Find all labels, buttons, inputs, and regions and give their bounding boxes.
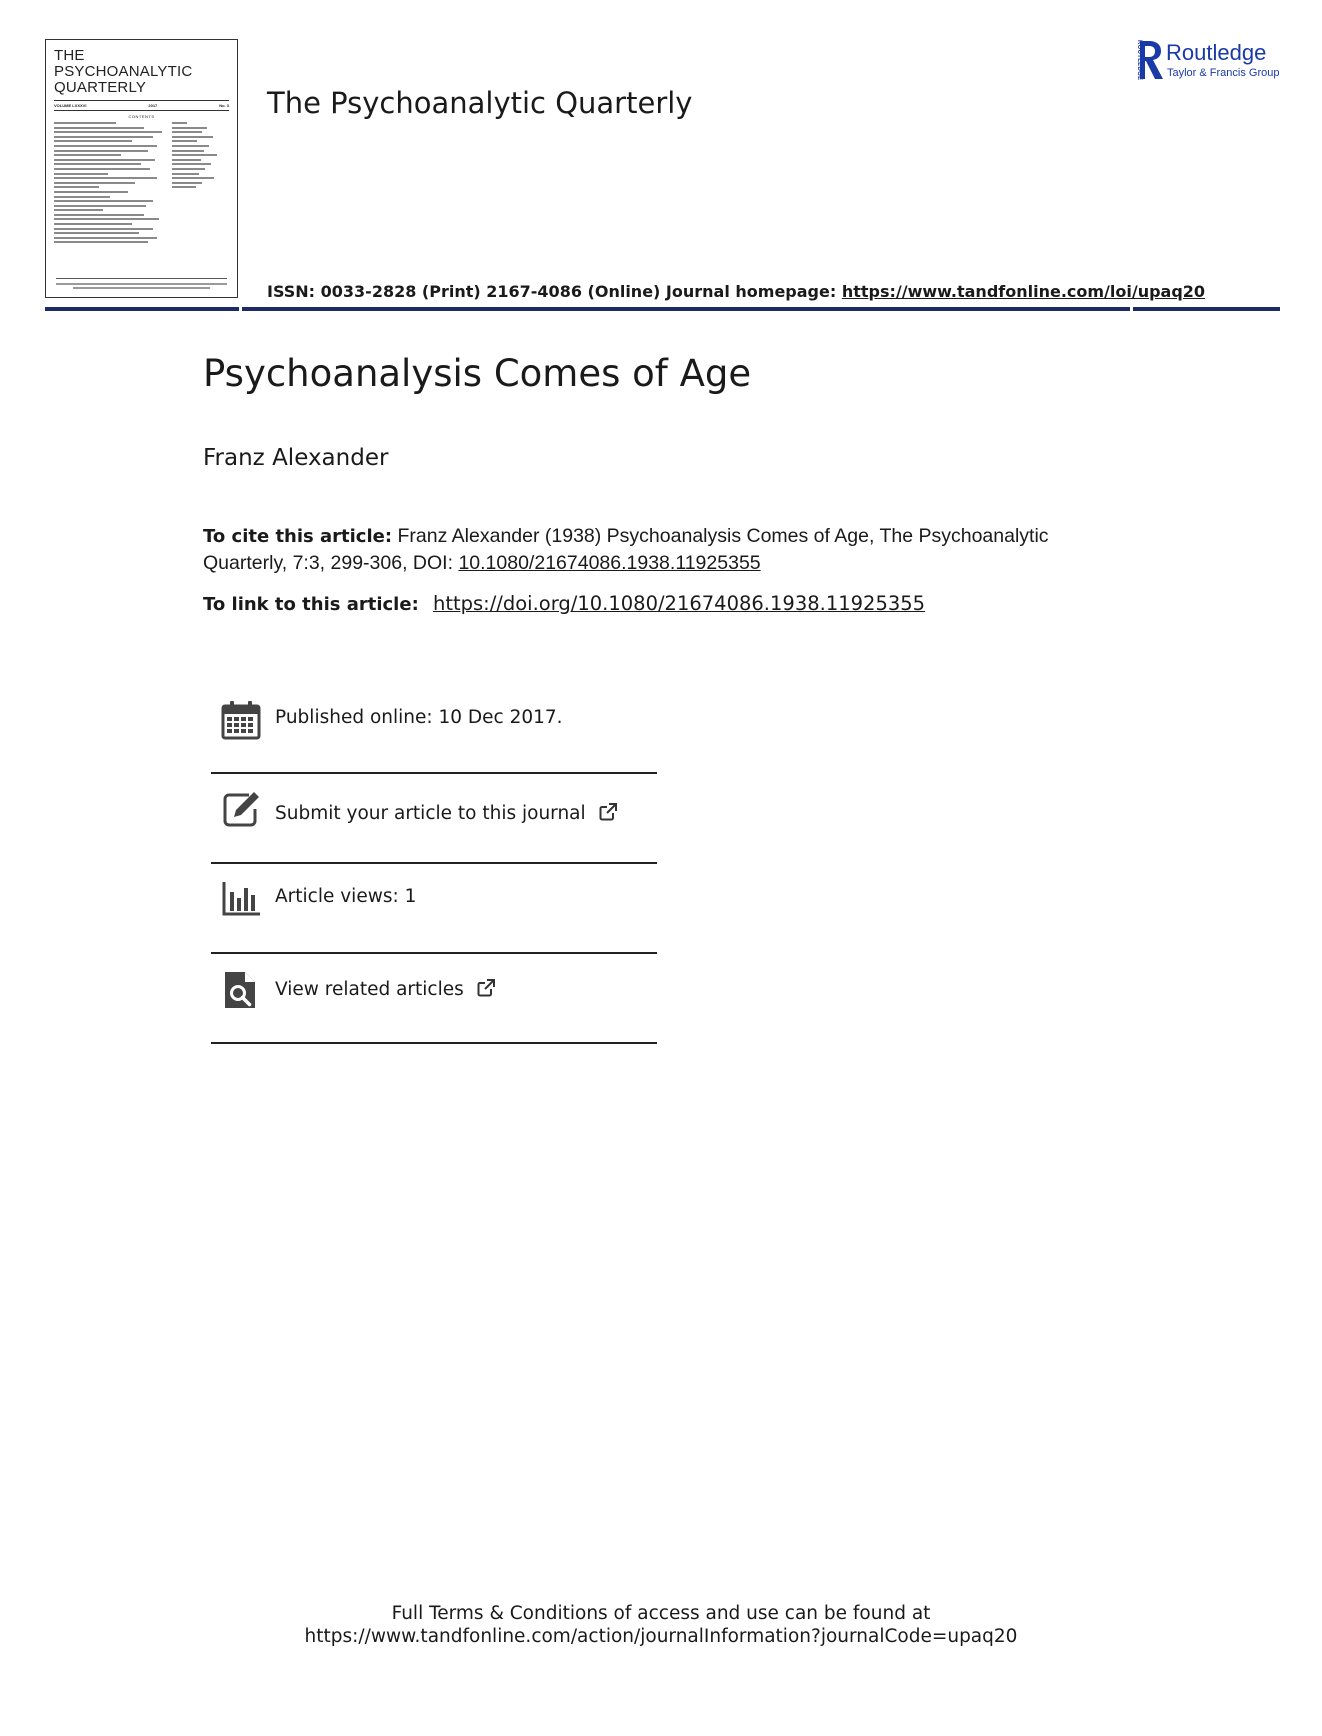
article-author: Franz Alexander [203, 445, 389, 471]
cover-contents-line [172, 173, 199, 175]
cover-contents-line [54, 163, 141, 165]
cover-year: 2017 [148, 103, 158, 108]
cite-label: To cite this article: [203, 526, 393, 547]
issn-line [267, 282, 1205, 301]
cover-contents-line [54, 136, 153, 138]
cover-contents-line [54, 223, 132, 225]
submit-label: Submit your article to this journal [275, 803, 586, 824]
published-row [211, 690, 657, 774]
journal-cover-thumbnail [45, 39, 238, 298]
cover-contents-line [172, 122, 187, 124]
cover-title: THE PSYCHOANALYTIC QUARTERLY [54, 47, 193, 96]
link-label: To link to this article: [203, 594, 419, 615]
article-link-line [203, 592, 925, 615]
cover-contents-line [54, 131, 162, 133]
header-rule-left [45, 307, 239, 311]
routledge-r-icon [1127, 38, 1163, 82]
cover-contents-line [172, 154, 217, 156]
cover-footer [56, 278, 227, 289]
routledge-vertical-text: ROUTLEDGE [1136, 40, 1142, 81]
view-related-link[interactable] [275, 978, 496, 1000]
related-label: View related articles [275, 979, 464, 1000]
terms-line: Full Terms & Conditions of access and use can be found at [391, 1603, 931, 1624]
cover-contents-line [54, 159, 155, 161]
cover-contents-line [172, 186, 196, 188]
article-info-panel [211, 690, 657, 1044]
cover-contents-line [54, 232, 139, 234]
cover-contents-line [172, 168, 205, 170]
cover-contents-line [54, 218, 159, 220]
cover-contents-line [54, 182, 135, 184]
terms-footer [0, 1602, 1322, 1648]
external-link-icon [598, 802, 618, 822]
cover-issue: No. 3 [219, 103, 229, 108]
submit-row[interactable] [211, 774, 657, 864]
cover-contents-line [54, 200, 153, 202]
cover-contents-line [172, 145, 209, 147]
article-doi-url[interactable]: https://doi.org/10.1080/21674086.1938.11925355 [432, 592, 926, 615]
cover-contents-line [54, 140, 132, 142]
cover-footer-line [56, 283, 227, 285]
header-rule-center [242, 307, 1130, 311]
article-title: Psychoanalysis Comes of Age [203, 352, 752, 395]
header-rule-right [1133, 307, 1280, 311]
cover-footer-line [73, 287, 210, 289]
cover-contents-line [54, 205, 146, 207]
related-row[interactable] [211, 954, 657, 1044]
cover-contents-list [54, 122, 229, 243]
cover-contents-line [54, 241, 148, 243]
cover-contents-line [172, 131, 202, 133]
cover-contents-line [54, 154, 121, 156]
edit-icon [221, 789, 261, 829]
external-link-icon [476, 978, 496, 998]
cover-contents-line [54, 228, 153, 230]
bar-chart-icon [221, 878, 261, 918]
cover-contents-line [54, 145, 157, 147]
routledge-group: Taylor & Francis Group [1167, 67, 1280, 79]
cover-contents-line [54, 237, 157, 239]
journal-title: The Psychoanalytic Quarterly [267, 86, 693, 120]
cover-volume: VOLUME LXXXVI [54, 103, 87, 108]
cover-contents-line [54, 191, 128, 193]
routledge-logo [1127, 38, 1297, 84]
cover-contents-line [54, 173, 108, 175]
cover-contents-line [54, 186, 99, 188]
submit-article-link[interactable] [275, 802, 618, 824]
cover-contents-right [172, 122, 222, 243]
cover-contents-line [54, 168, 150, 170]
routledge-name: Routledge [1166, 40, 1267, 65]
cite-text: Franz Alexander (1938) Psychoanalysis Comes of Age, The Psychoanalytic Quarterly, 7:3, 299-306, DOI: [203, 525, 1049, 574]
issn-text: ISSN: 0033-2828 (Print) 2167-4086 (Online) Journal homepage: [267, 282, 842, 301]
cover-contents-line [54, 214, 144, 216]
cover-contents-left [54, 122, 166, 243]
cover-contents-line [172, 163, 211, 165]
cover-contents-line [54, 177, 157, 179]
cover-contents-line [54, 127, 144, 129]
cover-contents-line [172, 140, 197, 142]
doi-link[interactable]: 10.1080/21674086.1938.11925355 [458, 552, 761, 574]
views-row [211, 864, 657, 954]
cover-contents-line [172, 150, 204, 152]
article-views: Article views: 1 [275, 886, 417, 907]
cover-contents-line [172, 182, 202, 184]
cover-contents-label: CONTENTS [128, 114, 155, 119]
journal-homepage-link[interactable]: https://www.tandfonline.com/loi/upaq20 [841, 282, 1206, 301]
cover-contents-line [172, 127, 207, 129]
calendar-icon [221, 700, 261, 740]
terms-url[interactable]: https://www.tandfonline.com/action/journalInformation?journalCode=upaq20 [304, 1626, 1018, 1647]
cover-contents-line [54, 196, 110, 198]
cover-meta [54, 100, 229, 111]
cover-contents-line [54, 209, 103, 211]
published-date: Published online: 10 Dec 2017. [275, 707, 563, 728]
related-articles-icon [221, 970, 261, 1010]
cover-contents-line [54, 150, 148, 152]
cover-contents-line [172, 136, 213, 138]
cover-contents-line [172, 177, 214, 179]
citation-block [203, 523, 1133, 577]
cover-contents-line [172, 159, 201, 161]
cover-contents-line [54, 122, 116, 124]
